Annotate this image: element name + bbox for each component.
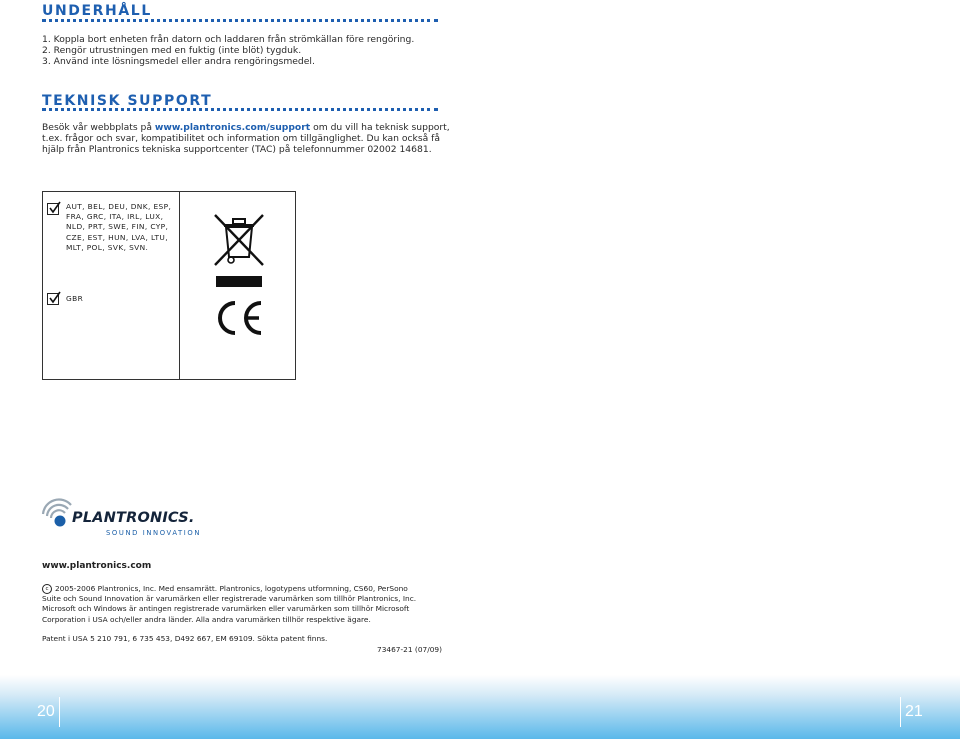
copyright-block	[42, 584, 416, 625]
country-line: MLT, POL, SVK, SVN.	[66, 242, 149, 252]
page-rule-left	[59, 697, 60, 727]
weee-crossed-bin-icon	[213, 213, 265, 289]
maintenance-heading: UNDERHÅLL	[42, 3, 152, 19]
maintenance-steps	[42, 34, 414, 68]
list-item: 1. Koppla bort enheten från datorn och laddaren från strömkällan före rengöring.	[42, 34, 415, 45]
logo-tagline: SOUND INNOVATION	[106, 529, 202, 537]
brand-url[interactable]: www.plantronics.com	[42, 561, 152, 571]
page-number-right: 21	[905, 703, 923, 720]
ce-mark-icon	[213, 299, 265, 337]
country-line: FRA, GRC, ITA, IRL, LUX,	[66, 212, 164, 222]
maintenance-dotted-rule	[42, 19, 438, 22]
support-line-1-suffix: om du vill ha teknisk support,	[310, 122, 450, 133]
support-line-2: t.ex. frågor och svar, kompatibilitet och information om tillgänglighet. Du kan också få	[42, 133, 441, 145]
country-line: AUT, BEL, DEU, DNK, ESP,	[66, 202, 172, 211]
page-number-left: 20	[37, 703, 55, 720]
copyright-text: 2005-2006 Plantronics, Inc. Med ensamrätt. Plantronics, logotypens utformning, CS60, PerSono	[55, 584, 408, 593]
patents-line: Patent i USA 5 210 791, 6 735 453, D492 667, EM 69109. Sökta patent finns.	[42, 634, 328, 643]
support-line-3: hjälp från Plantronics tekniska supportcenter (TAC) på telefonnummer 02002 14681.	[42, 144, 432, 156]
page-footer-band	[0, 675, 960, 739]
checkbox-uk-icon	[47, 293, 59, 305]
country-line: NLD, PRT, SWE, FIN, CYP,	[66, 222, 169, 232]
copyright-symbol-icon: c	[42, 584, 52, 594]
country-line: CZE, EST, HUN, LVA, LTU,	[66, 232, 168, 242]
support-dotted-rule	[42, 108, 438, 111]
support-line-1	[42, 122, 462, 133]
eu-country-list	[66, 202, 171, 253]
copyright-line: Microsoft och Windows är antingen registrerade varumärken eller varumärken som tillhör Microsoft	[42, 604, 410, 614]
checkbox-eu-icon	[47, 203, 59, 215]
support-heading: TEKNISK SUPPORT	[42, 93, 213, 109]
support-link[interactable]: www.plantronics.com/support	[154, 122, 311, 133]
list-item: 3. Använd inte lösningsmedel eller andra rengöringsmedel.	[42, 56, 315, 68]
copyright-line: Corporation i USA och/eller andra länder. Alla andra varumärken tillhör respektive ägare.	[42, 614, 371, 624]
plantronics-logo	[40, 497, 210, 541]
page-rule-right	[900, 697, 901, 727]
support-line-1-prefix: Besök vår webbplats på	[42, 122, 155, 133]
copyright-line	[42, 584, 416, 594]
uk-country: GBR	[66, 294, 84, 303]
compliance-divider	[179, 191, 180, 380]
copyright-line: Suite och Sound Innovation är varumärken eller registrerade varumärken som tillhör Plantronics, Inc.	[42, 594, 417, 604]
list-item: 2. Rengör utrustningen med en fuktig (inte blöt) tygduk.	[42, 45, 302, 57]
logo-wordmark: PLANTRONICS.	[72, 510, 195, 526]
support-text	[42, 122, 462, 156]
part-number: 73467-21 (07/09)	[377, 645, 442, 654]
